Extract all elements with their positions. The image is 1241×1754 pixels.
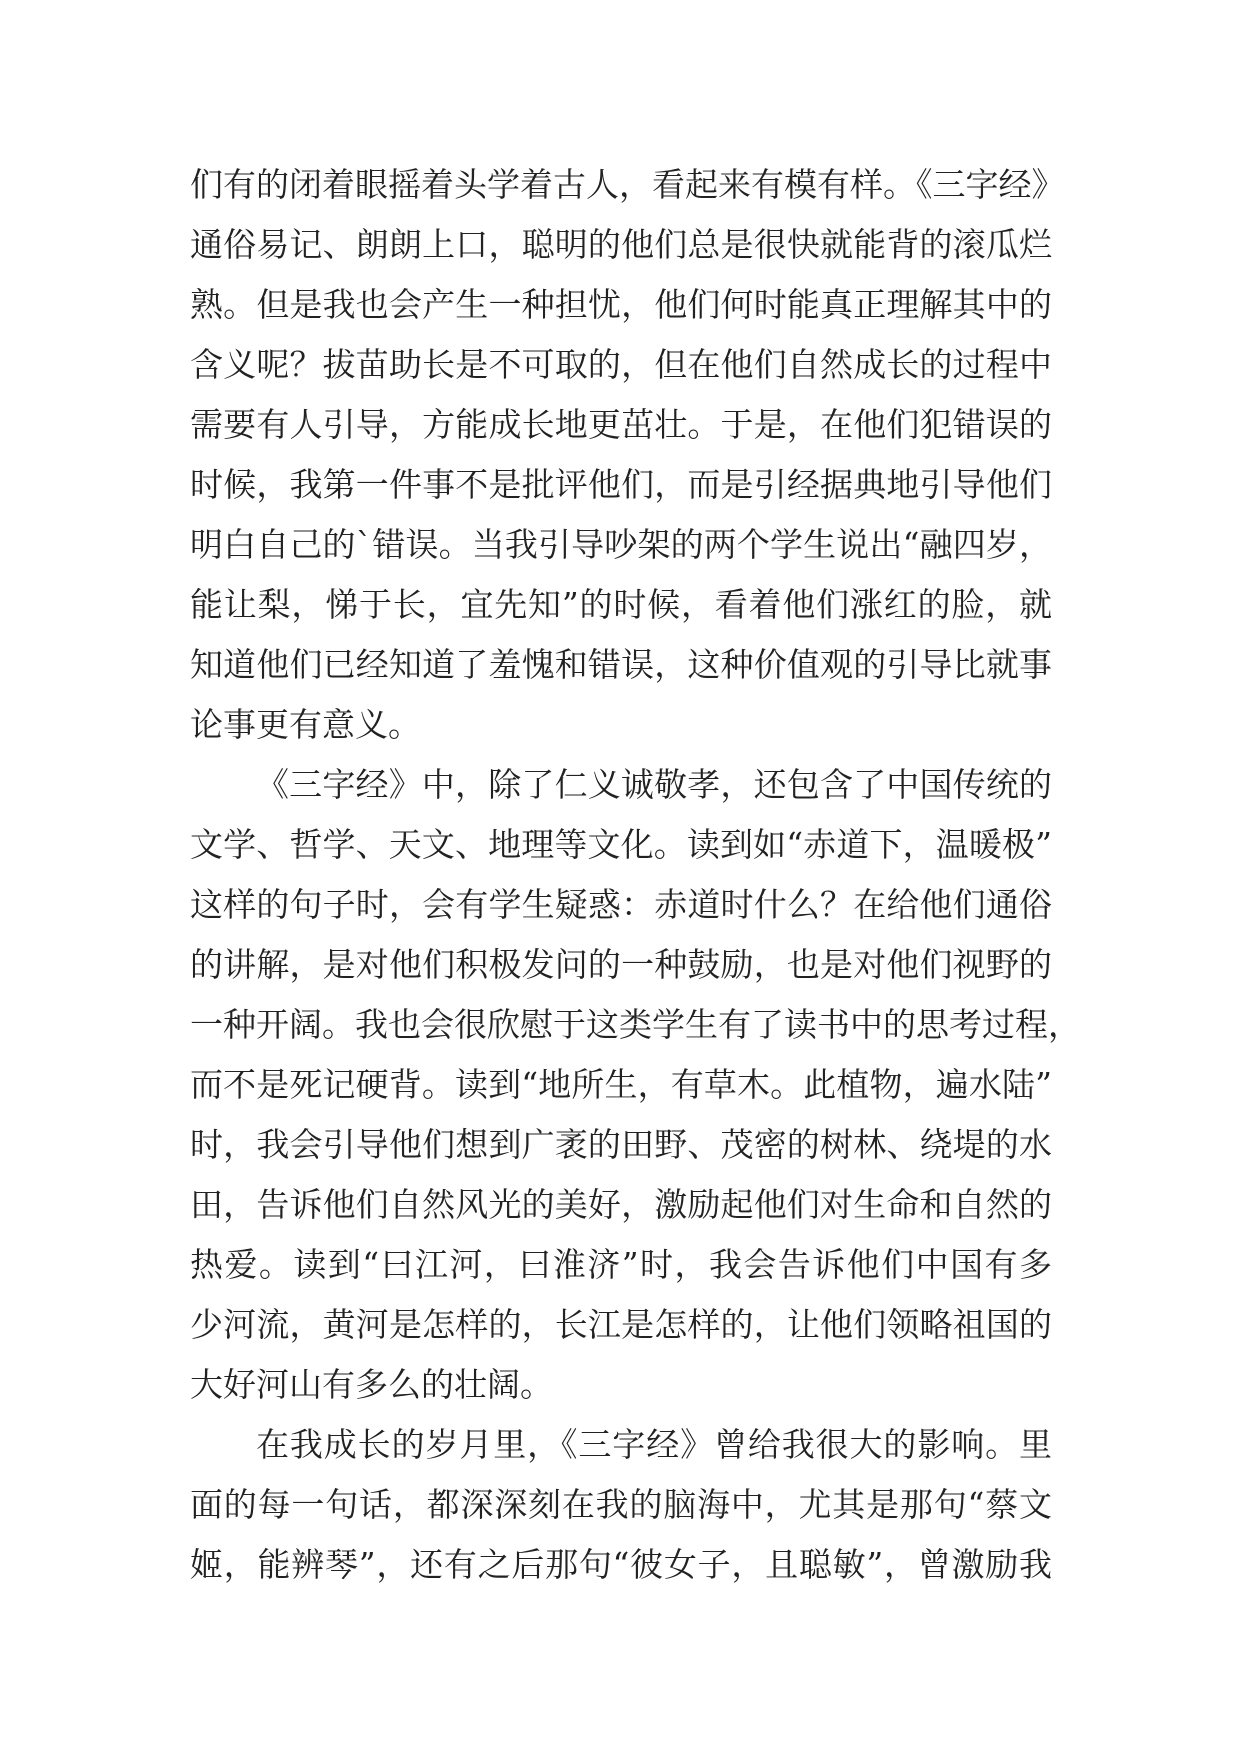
text-line: 文学、哲学、天文、地理等文化。读到如“赤道下，温暖极” xyxy=(190,825,1052,864)
text-line: 论事更有意义。 xyxy=(190,705,421,744)
text-line: 含义呢？拔苗助长是不可取的，但在他们自然成长的过程中 xyxy=(190,345,1052,384)
text-line: 能让梨，悌于长，宜先知”的时候，看着他们涨红的脸，就 xyxy=(190,585,1052,624)
text-line: 这样的句子时，会有学生疑惑：赤道时什么？在给他们通俗 xyxy=(190,885,1052,924)
text-line: 知道他们已经知道了羞愧和错误，这种价值观的引导比就事 xyxy=(190,645,1052,684)
paragraph-3 xyxy=(190,1415,1052,1595)
paragraph-1 xyxy=(190,155,1065,755)
text-line: 热爱。读到“曰江河，曰淮济”时，我会告诉他们中国有多 xyxy=(190,1245,1052,1284)
text-line: 们有的闭着眼摇着头学着古人，看起来有模有样。《三字经》 xyxy=(190,165,1065,204)
text-line: 田，告诉他们自然风光的美好，激励起他们对生命和自然的 xyxy=(190,1185,1052,1224)
text-line: 的讲解，是对他们积极发问的一种鼓励，也是对他们视野的 xyxy=(190,945,1052,984)
text-line: 明白自己的`错误。当我引导吵架的两个学生说出“融四岁， xyxy=(190,525,1052,564)
text-line: 《三字经》中，除了仁义诚敬孝，还包含了中国传统的 xyxy=(256,765,1052,804)
paragraph-2 xyxy=(190,755,1081,1415)
body-text xyxy=(190,155,1081,1595)
text-line: 时候，我第一件事不是批评他们，而是引经据典地引导他们 xyxy=(190,465,1052,504)
text-line: 少河流，黄河是怎样的，长江是怎样的，让他们领略祖国的 xyxy=(190,1305,1052,1344)
text-line: 大好河山有多么的壮阔。 xyxy=(190,1365,553,1404)
text-line: 时，我会引导他们想到广袤的田野、茂密的树林、绕堤的水 xyxy=(190,1125,1052,1164)
text-line: 面的每一句话，都深深刻在我的脑海中，尤其是那句“蔡文 xyxy=(190,1485,1052,1524)
text-line: 而不是死记硬背。读到“地所生，有草木。此植物，遍水陆” xyxy=(190,1065,1052,1104)
text-line: 熟。但是我也会产生一种担忧，他们何时能真正理解其中的 xyxy=(190,285,1052,324)
text-line: 一种开阔。我也会很欣慰于这类学生有了读书中的思考过程， xyxy=(190,1005,1081,1044)
text-line: 在我成长的岁月里，《三字经》曾给我很大的影响。里 xyxy=(256,1425,1052,1464)
text-line: 通俗易记、朗朗上口，聪明的他们总是很快就能背的滚瓜烂 xyxy=(190,225,1052,264)
text-line: 姬，能辨琴”，还有之后那句“彼女子，且聪敏”，曾激励我 xyxy=(190,1545,1052,1584)
text-line: 需要有人引导，方能成长地更茁壮。于是，在他们犯错误的 xyxy=(190,405,1052,444)
